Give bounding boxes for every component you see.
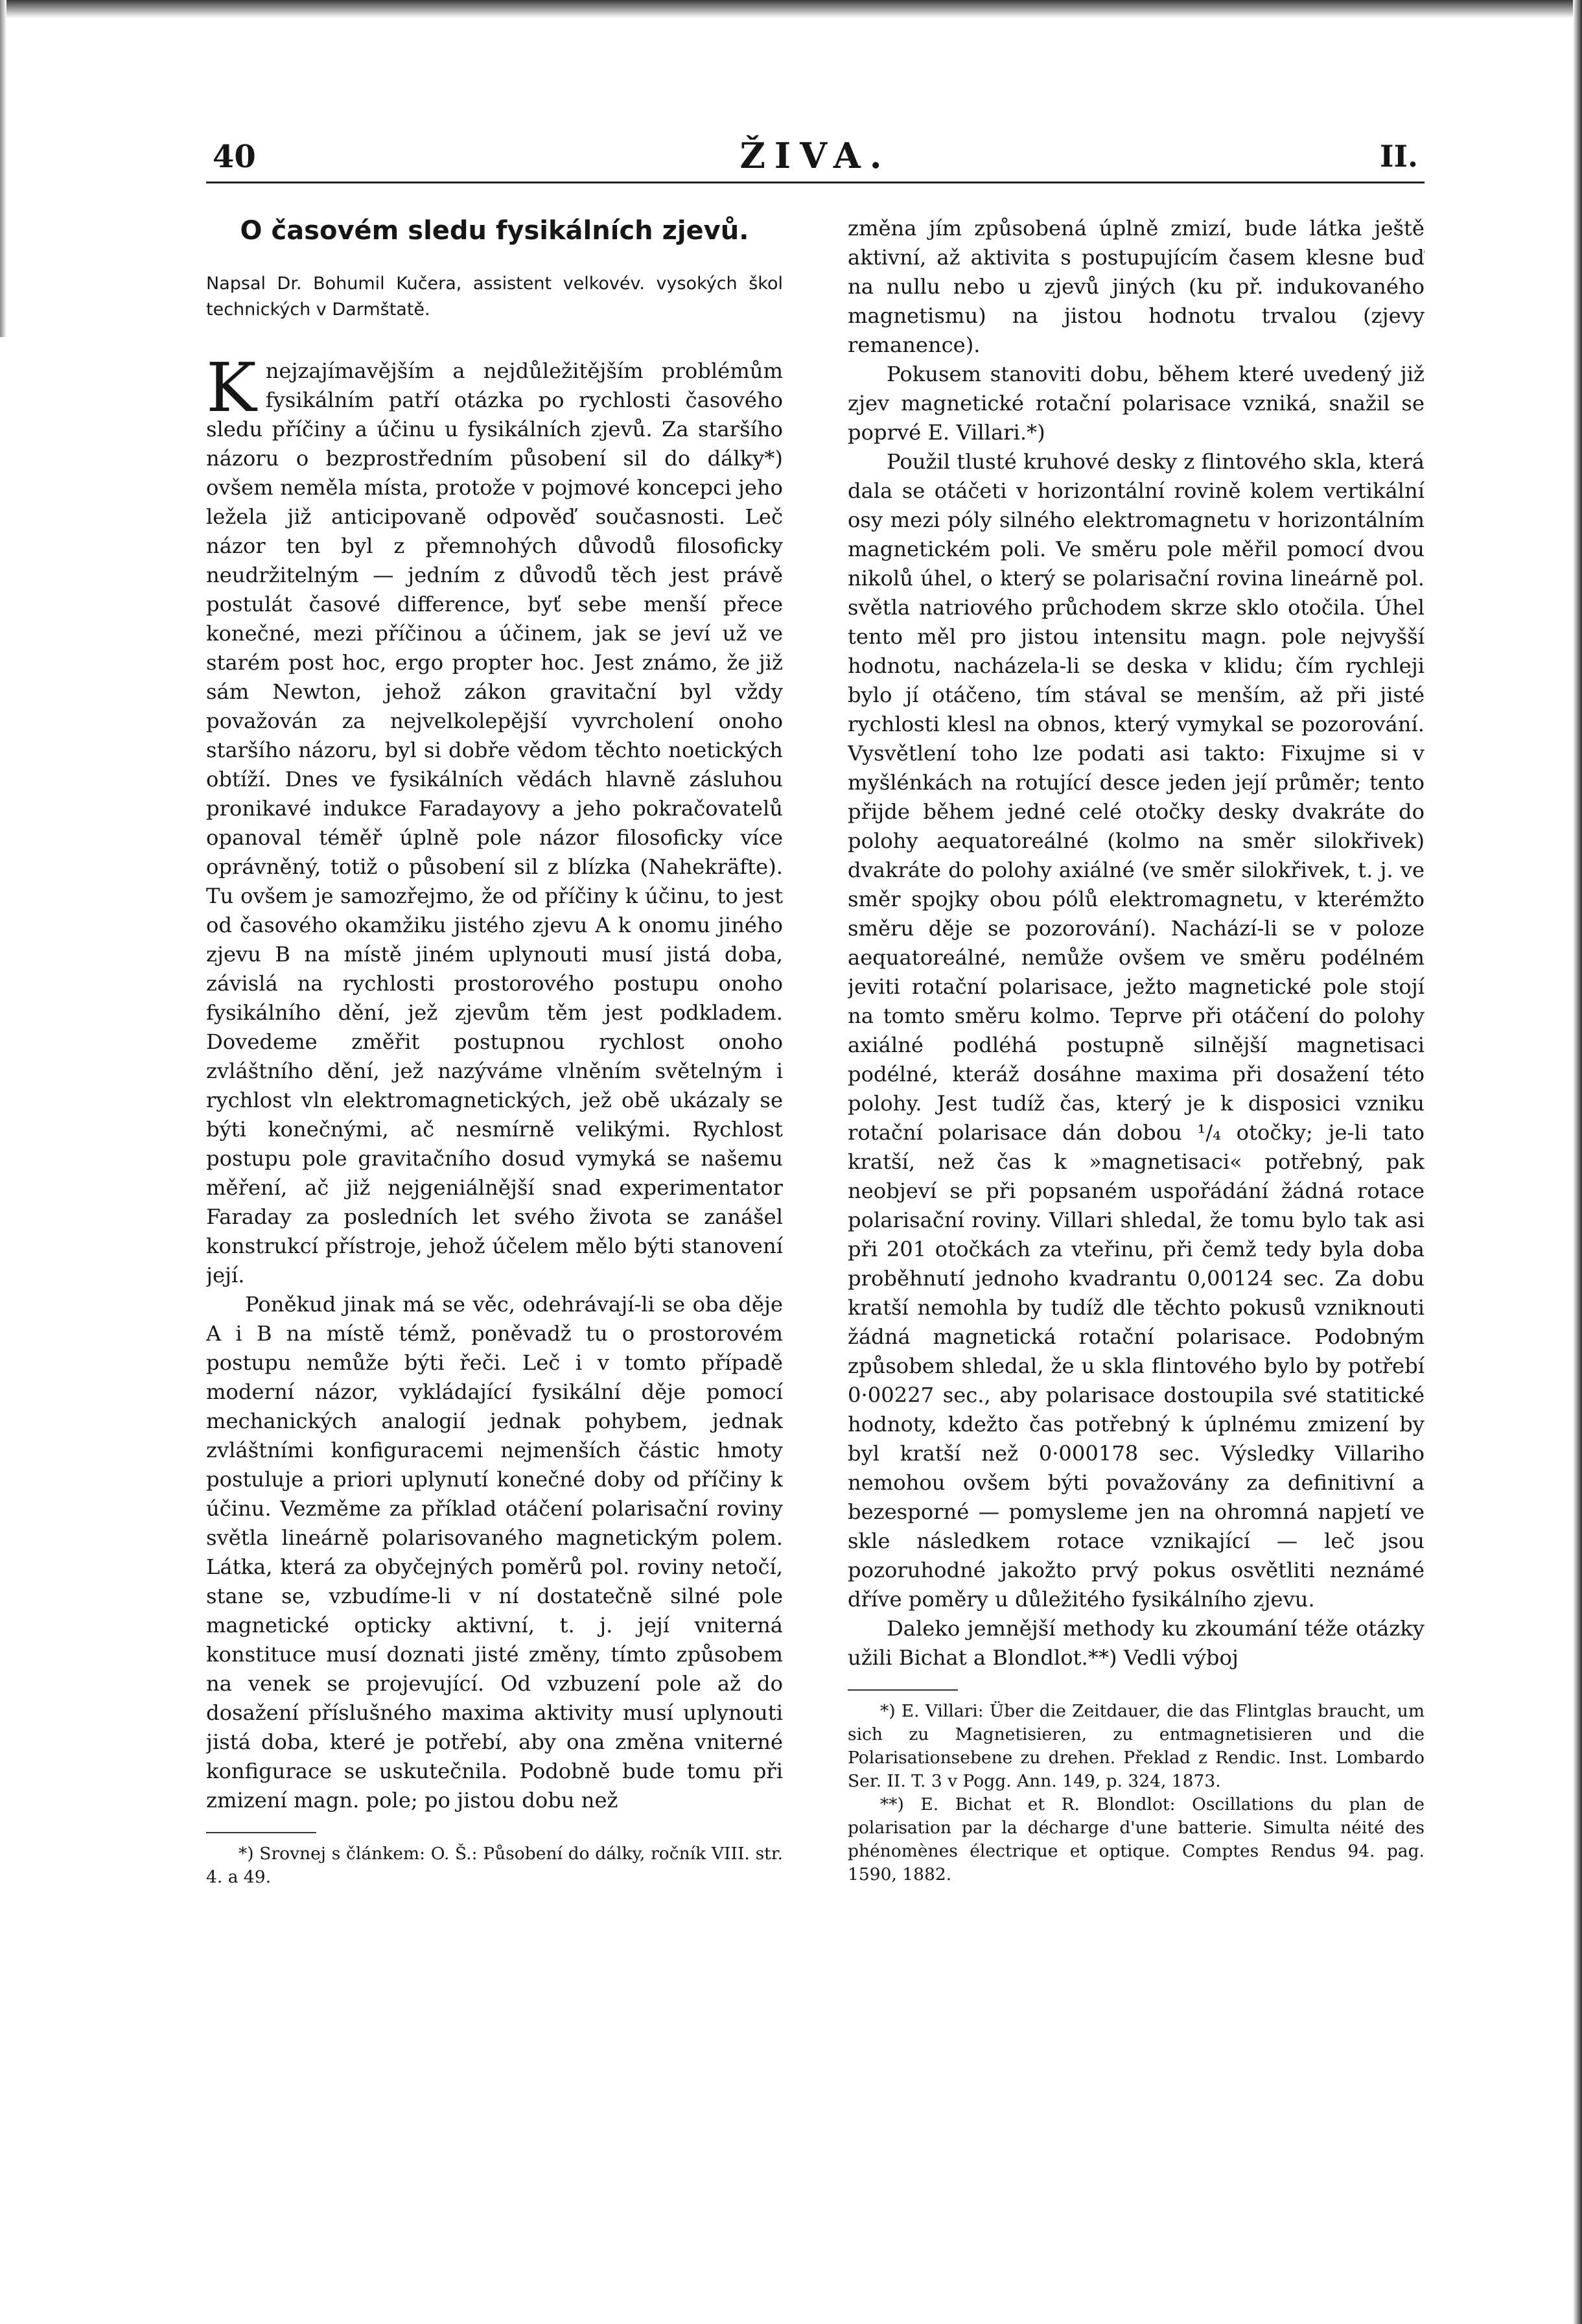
scan-border-left [0,0,6,337]
footnote: *) Srovnej s článkem: O. Š.: Působení do dálky, ročník VIII. str. 4. a 49. [206,1844,783,1887]
paragraph [206,348,783,1290]
article-byline: Napsal Dr. Bohumil Kučera, assistent velkovév. vysokých škol technických v Darmštatě. [206,274,783,320]
right-column [848,214,1425,2211]
paragraph-text: nejzajímavějším a nejdůležitějším problémům fysikálním patří otázka po rychlosti časového sledu příčiny a účinu u fysikálních zjevů. Za staršího názoru o bezprostředním působení sil do dálky*) ovšem neměla místa, protože v pojmové koncepci jeho ležela již anticipovaně odpověď současnosti. Leč názor ten byl z přemnohých důvodů filosoficky neudržitelným — jedním z důvodů těch jest právě postulát časové difference, byť sebe menší přece konečné, mezi příčinou a účinem, jak se jeví už ve starém post hoc, ergo propter hoc. Jest známo, že již sám Newton, jehož zákon gravitační byl vždy považován za nejvelkolepější vyvrcholení onoho staršího názoru, byl si dobře vědom těchto noetických obtíží. Dnes ve fysikálních vědách hlavně zásluhou pronikavé indukce Faradayovy a jeho pokračovatelů opanoval téměř úplně pole názor filosoficky více oprávněný, totiž o působení sil z blízka (Nahekräfte). Tu ovšem je samozřejmo, že od příčiny k účinu, to jest od časového okamžiku jistého zjevu A k onomu jiného zjevu B na místě jiném uplynouti musí jistá doba, závislá na rychlosti prostorového postupu onoho fysikálního dění, jež zjevům těm jest podkladem. Dovedeme změřit postupnou rychlost onoho zvláštního dění, jež nazýváme vlněním světelným i rychlost vln elektromagnetických, jež obě ukázaly se býti konečnými, ač nesmírně velikými. Rychlost postupu pole gravitačního dosud vymyká se našemu měření, ač již nejgeniálnější snad experimentator Faraday za posledních let svého života se zanášel konstrukcí přístroje, jehož účelem mělo býti stanovení její. [206,358,783,1287]
page-number: 40 [213,139,256,175]
footnote: *) E. Villari: Über die Zeitdauer, die das Flintglas braucht, um sich zu Magnetisieren, zu entmagnetisieren und die Polarisationsebene zu drehen. Překlad z Rendic. Inst. Lombardo Ser. II. T. 3 v Pogg. Ann. 149, p. 324, 1873. [848,1701,1425,1791]
journal-title: ŽIVA. [739,135,891,176]
paragraph: Daleko jemnější methody ku zkoumání téže otázky užili Bichat a Blondlot.**) Vedli výboj [848,1616,1425,1670]
drop-cap: K [206,348,257,427]
article-title: O časovém sledu fysikálních zjevů. [240,216,749,246]
volume-number: II. [1379,139,1418,174]
running-header [206,130,1425,183]
scan-border-right [1573,0,1582,2324]
paragraph: Použil tlusté kruhové desky z flintového skla, která dala se otáčeti v horizontální rovině kolem vertikální osy mezi póly silného elektromagnetu v horizontálním magnetickém poli. Ve směru pole měřil pomocí dvou nikolů úhel, o který se polarisační rovina lineárně pol. světla natriového průchodem skrze sklo otočila. Úhel tento měl pro jistou intensitu magn. pole nejvyšší hodnotu, nacházela-li se deska v klidu; čím rychleji bylo jí otáčeno, tím stával se menším, až při jisté rychlosti klesl na obnos, který vymykal se pozorování. Vysvětlení toho lze podati asi takto: Fixujme si v myšlénkách na rotující desce jeden její průměr; tento přijde během jedné celé otočky desky dvakráte do polohy aequatoreálné (kolmo na směr silokřivek) dvakráte do polohy axiálné (ve směr silokřivek, t. j. ve směr spojky obou pólů elektromagnetu, v kterémžto směru děje se pozorování). Nachází-li se v poloze aequatoreálné, nemůže ovšem ve směru podélném jeviti rotační polarisace, ježto magnetické pole stojí na tomto směru kolmo. Teprve při otáčení do polohy axiálné podléhá postupně silnější magnetisaci podélné, kteráž dosáhne maxima při dosažení této polohy. Jest tudíž čas, který je k disposici vzniku rotační polarisace dán dobou ¹/₄ otočky; je-li tato kratší, než čas k »magnetisaci« potřebný, pak neobjeví se při popsaném uspořádání žádná rotace polarisační roviny. Villari shledal, že tomu bylo tak asi při 201 otočkách za vteřinu, při čemž tedy byla doba proběhnutí jednoho kvadrantu 0,00124 sec. Za dobu kratší nemohla by tudíž dle těchto pokusů vzniknouti žádná magnetická rotační polarisace. Podobným způsobem shledal, že u skla flintového bylo by potřebí 0·00227 sec., aby polarisace dostoupila své statitické hodnoty, kdežto čas potřebný k úplnému zmizení by byl kratší než 0·000178 sec. Výsledky Villariho nemohou ovšem býti považovány za definitivní a bezesporné — pomysleme jen na ohromná napjetí ve skle následkem rotace vznikající — leč jsou pozoruhodné jakožto prvý pokus osvětliti neznámé dříve poměry u důležitého fysikálního zjevu. [848,449,1425,1612]
paragraph: změna jím způsobená úplně zmizí, bude látka ještě aktivní, až aktivita s postupujícím časem klesne buď na nullu nebo u zjevů jiných (ku př. indukovaného magnetismu) na jistou hodnotu trvalou (zjevy remanence). [848,216,1425,357]
footnote: **) E. Bichat et R. Blondlot: Oscillations du plan de polarisation par la décharge d'une batterie. Simulta néité des phénomènes électrique et optique. Comptes Rendus 94. pag. 1590, 1882. [848,1794,1425,1884]
footnote-rule [206,1832,316,1833]
journal-page [206,130,1425,2230]
paragraph: Poněkud jinak má se věc, odehrávají-li se oba děje A i B na místě témž, poněvadž tu o prostorovém postupu nemůže býti řeči. Leč i v tomto případě moderní názor, vykládající fysikální děje pomocí mechanických analogií jednak pohybem, jednak zvláštními konfiguracemi nejmenších částic hmoty postuluje a priori uplynutí konečné doby od příčiny k účinu. Vezměme za příklad otáčení polarisační roviny světla lineárně polarisovaného magnetickým polem. Látka, která za obyčejných poměrů pol. roviny netočí, stane se, vzbudíme-li v ní dostatečně silné pole magnetické opticky aktivní, t. j. její vniterná konstituce musí doznati jisté změny, tímto způsobem na venek se projevující. Od vzbuzení pole až do dosažení příslušného maxima aktivity musí uplynouti jistá doba, které je potřebí, aby ona změna vniterné konfigurace se uskutečnila. Podobně bude tomu při zmizení magn. pole; po jistou dobu než [206,1292,783,1813]
paragraph: Pokusem stanoviti dobu, během které uvedený již zjev magnetické rotační polarisace vzniká, snažil se poprvé E. Villari.*) [848,362,1425,445]
footnote-rule [848,1689,958,1691]
left-column [206,214,783,2211]
scan-border-top [0,0,1582,18]
